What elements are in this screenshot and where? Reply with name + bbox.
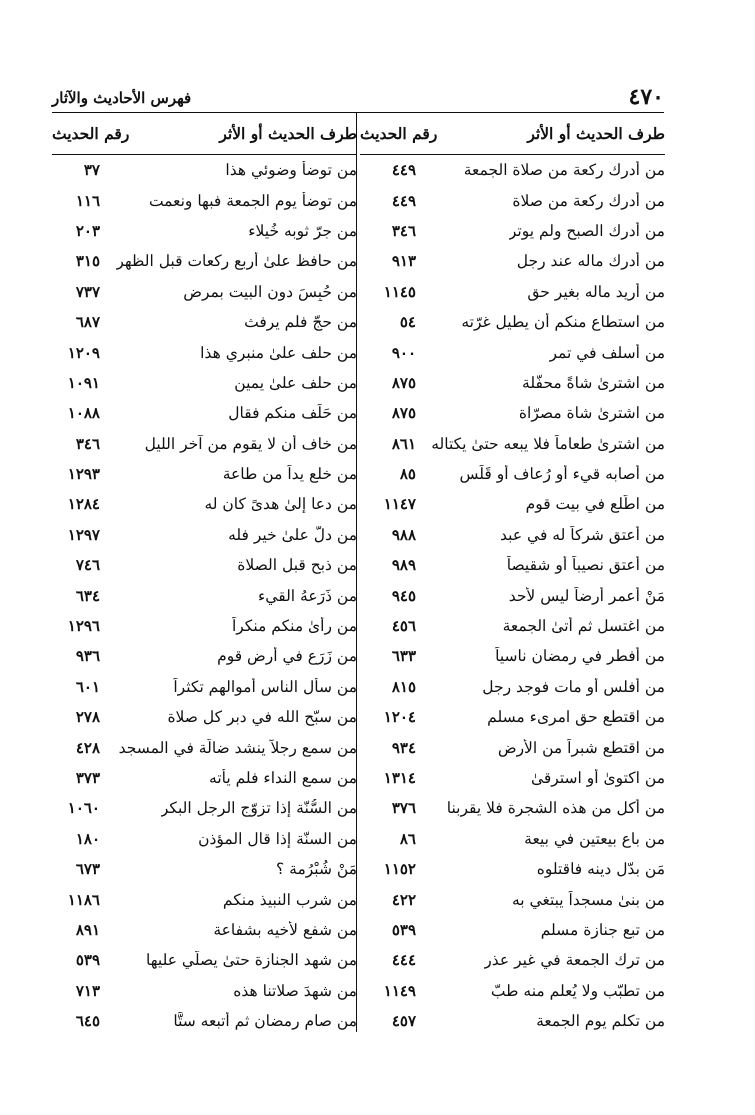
hadith-number: ٩٨٩ [391, 556, 416, 575]
hadith-number: ٣٤٦ [75, 434, 100, 453]
hadith-number: ٨٥ [399, 465, 416, 484]
hadith-number: ٢٠٣ [75, 221, 100, 240]
hadith-text: من حَلَف منكم فقال [228, 404, 357, 423]
index-entry [52, 155, 357, 185]
hadith-number: ٦٨٧ [75, 313, 100, 332]
hadith-number: ٦٤٥ [75, 1012, 100, 1031]
index-entry [360, 216, 665, 246]
index-entry [360, 429, 665, 459]
hadith-text: مَنْ شُبْرُمة ؟ [275, 860, 357, 879]
hadith-text: من أدرك ركعة من صلاة [512, 191, 665, 210]
index-entry [360, 1006, 665, 1036]
index-entry [360, 398, 665, 428]
hadith-number: ٧٣٧ [75, 282, 100, 301]
index-entry [360, 155, 665, 185]
hadith-number: ٣٧٦ [391, 799, 416, 818]
index-entry [52, 550, 357, 580]
hadith-text: من أسلف في تمر [549, 343, 665, 362]
hadith-text: من أفطر في رمضان ناسياً [495, 647, 665, 666]
hadith-text: من توضأ وضوئي هذا [225, 161, 357, 180]
hadith-text: من باع بيعتين في بيعة [524, 829, 665, 848]
index-entry [52, 429, 357, 459]
running-title: فهرس الأحاديث والآثار [52, 89, 192, 107]
hadith-text: من سمع رجلاً ينشد ضالّة في المسجد [118, 738, 357, 757]
hadith-number: ١٢٩٧ [67, 525, 100, 544]
index-entry [52, 884, 357, 914]
column-header-text: طرف الحديث أو الأثر [219, 123, 357, 143]
column-header-number: رقم الحديث [360, 123, 438, 143]
hadith-text: مَنْ أعمر أرضاً ليس لأحد [508, 586, 665, 605]
hadith-number: ٨٩١ [75, 920, 100, 939]
index-entry [52, 368, 357, 398]
hadith-text: من أفلس أو مات فوجد رجل [482, 677, 665, 696]
hadith-number: ١١٦ [75, 191, 100, 210]
hadith-number: ٣٤٦ [391, 221, 416, 240]
hadith-number: ١٠٨٨ [67, 404, 100, 423]
hadith-text: من أعتق شركاً له في عبد [500, 525, 665, 544]
index-entry [52, 915, 357, 945]
index-rows [52, 155, 357, 1036]
index-entry [360, 824, 665, 854]
index-entry [360, 489, 665, 519]
hadith-number: ٤٤٩ [391, 191, 416, 210]
index-entry [52, 824, 357, 854]
index-entry [52, 641, 357, 671]
hadith-text: من دلّ علىٰ خير فله [228, 525, 357, 544]
hadith-text: من أكل من هذه الشجرة فلا يقربنا [446, 799, 665, 818]
hadith-number: ٩٣٦ [75, 647, 100, 666]
index-entry [360, 277, 665, 307]
hadith-text: من حلف علىٰ منبري هذا [200, 343, 357, 362]
hadith-number: ١٢٠٩ [67, 343, 100, 362]
column-header-text: طرف الحديث أو الأثر [527, 123, 665, 143]
hadith-text: من استطاع منكم أن يطيل غرّته [461, 313, 665, 332]
hadith-text: من اشترىٰ شاة مصرّاة [518, 404, 665, 423]
index-entry [52, 945, 357, 975]
hadith-text: من بنىٰ مسجداً يبتغي به [512, 890, 665, 909]
hadith-text: من حافظ علىٰ أربع ركعات قبل الظهر [116, 252, 357, 271]
index-entry [52, 398, 357, 428]
hadith-text: من صام رمضان ثم أتبعه ستًّا [173, 1012, 357, 1031]
hadith-text: من أعتق نصيباً أو شقيصاً [506, 556, 665, 575]
index-entry [360, 702, 665, 732]
hadith-text: من ترك الجمعة في غير عذر [484, 951, 665, 970]
hadith-text: من دعا إلىٰ هدىً كان له [204, 495, 357, 514]
column-header-number: رقم الحديث [52, 123, 130, 143]
hadith-number: ١١٤٩ [383, 981, 416, 1000]
hadith-number: ١١٤٥ [383, 282, 416, 301]
hadith-text: من تكلم يوم الجمعة [536, 1012, 665, 1031]
hadith-number: ١٢٨٤ [67, 495, 100, 514]
index-entry [52, 976, 357, 1006]
hadith-text: من تبع جنازة مسلم [540, 920, 665, 939]
hadith-text: من اطّلع في بيت قوم [525, 495, 665, 514]
hadith-text: من اقتطع شبراً من الأرض [497, 738, 665, 757]
hadith-number: ١٢٩٣ [67, 465, 100, 484]
hadith-text: من السُّنّة إذا تزوّج الرجل البكر [160, 799, 357, 818]
index-entry [360, 763, 665, 793]
hadith-number: ٤٢٨ [75, 738, 100, 757]
hadith-text: من سمع النداء فلم يأته [209, 769, 357, 787]
column-header [360, 112, 665, 155]
hadith-text: من اقتطع حق امرىء مسلم [487, 708, 665, 727]
index-entry [360, 945, 665, 975]
index-entry [360, 550, 665, 580]
hadith-number: ١١٨٦ [67, 890, 100, 909]
hadith-text: من تطبّب ولا يُعلم منه طبّ [490, 981, 665, 1000]
index-entry [52, 489, 357, 519]
hadith-text: من شفع لأخيه بشفاعة [213, 920, 357, 939]
index-entry [52, 672, 357, 702]
index-entry [52, 702, 357, 732]
hadith-number: ١١٥٢ [383, 860, 416, 879]
index-entry [52, 611, 357, 641]
hadith-text: من ذبح قبل الصلاة [237, 556, 357, 575]
hadith-text: من جرّ ثوبه خُيلاء [248, 221, 357, 240]
index-entry [52, 459, 357, 489]
hadith-text: من السنّة إذا قال المؤذن [198, 829, 357, 848]
hadith-text: مَن بدّل دينه فاقتلوه [536, 860, 665, 879]
hadith-number: ٤٤٤ [391, 951, 416, 970]
hadith-number: ٩٨٨ [391, 525, 416, 544]
hadith-number: ١٢٠٤ [383, 708, 416, 727]
hadith-number: ٣٧ [83, 161, 100, 180]
hadith-text: من اغتسل ثم أتىٰ الجمعة [502, 617, 665, 636]
index-entry [52, 246, 357, 276]
hadith-number: ٥٣٩ [391, 920, 416, 939]
hadith-number: ٦٧٣ [75, 860, 100, 879]
index-entry [52, 337, 357, 367]
index-entry [360, 672, 665, 702]
hadith-number: ٨٦١ [391, 434, 416, 453]
hadith-number: ١٨٠ [75, 829, 100, 848]
hadith-text: من اشترىٰ شاةً محفّلة [522, 373, 665, 392]
hadith-text: من توضأ يوم الجمعة فبها ونعمت [148, 191, 357, 210]
index-entry [360, 307, 665, 337]
hadith-number: ١٢٩٦ [67, 617, 100, 636]
index-entry [360, 732, 665, 762]
hadith-number: ٦٣٤ [75, 586, 100, 605]
hadith-text: من أدرك ماله عند رجل [516, 252, 665, 271]
hadith-text: من شهدَ صلاتنا هذه [233, 981, 357, 1000]
hadith-text: من أريد ماله بغير حق [527, 282, 665, 301]
hadith-number: ٣٧٣ [75, 769, 100, 787]
index-entry [360, 611, 665, 641]
hadith-number: ٦٠١ [75, 677, 100, 696]
index-entry [360, 854, 665, 884]
hadith-number: ٩٠٠ [391, 343, 416, 362]
hadith-text: من رأىٰ منكم منكراً [231, 617, 357, 636]
index-entry [52, 216, 357, 246]
hadith-text: من خلع يداً من طاعة [222, 465, 357, 484]
index-entry [360, 520, 665, 550]
index-entry [52, 763, 357, 793]
index-entry [360, 185, 665, 215]
index-rows [360, 155, 665, 1036]
index-entry [360, 641, 665, 671]
hadith-text: من أصابه قيء أو رُعاف أو قَلَس [459, 465, 665, 484]
index-entry [360, 368, 665, 398]
index-entry [52, 732, 357, 762]
hadith-text: من شهد الجنازة حتىٰ يصلّي عليها [146, 951, 357, 970]
page-header [52, 82, 664, 113]
hadith-text: من أدرك الصبح ولم يوتر [508, 221, 665, 240]
hadith-text: من اشترىٰ طعاماً فلا يبعه حتىٰ يكتاله [431, 434, 665, 453]
hadith-number: ٣١٥ [75, 252, 100, 271]
hadith-number: ٤٤٩ [391, 161, 416, 180]
hadith-number: ٧٤٦ [75, 556, 100, 575]
hadith-text: من شرب النبيذ منكم [222, 890, 357, 909]
index-entry [52, 1006, 357, 1036]
index-entry [52, 854, 357, 884]
hadith-text: من سأل الناس أموالهم تكثراً [173, 677, 357, 696]
hadith-text: من خاف أن لا يقوم من آخر الليل [144, 434, 357, 453]
hadith-text: من اكتوىٰ أو استرقىٰ [530, 769, 665, 787]
hadith-number: ٨٦ [399, 829, 416, 848]
hadith-number: ١٣١٤ [383, 769, 416, 787]
index-entry [52, 277, 357, 307]
index-entry [360, 580, 665, 610]
hadith-number: ٧١٣ [75, 981, 100, 1000]
hadith-number: ٨٧٥ [391, 373, 416, 392]
hadith-number: ٩١٣ [391, 252, 416, 271]
index-entry [52, 307, 357, 337]
hadith-number: ٤٢٢ [391, 890, 416, 909]
hadith-number: ١٠٦٠ [67, 799, 100, 818]
hadith-number: ٤٥٦ [391, 617, 416, 636]
hadith-text: من سبّح الله في دبر كل صلاة [167, 708, 357, 727]
index-column-left [52, 112, 357, 1036]
index-entry [52, 520, 357, 550]
hadith-number: ٦٣٣ [391, 647, 416, 666]
index-entry [360, 793, 665, 823]
hadith-number: ٥٣٩ [75, 951, 100, 970]
column-header [52, 112, 357, 155]
index-entry [360, 337, 665, 367]
hadith-number: ٢٧٨ [75, 708, 100, 727]
index-entry [360, 976, 665, 1006]
page-number: ٤٧٠ [628, 84, 664, 110]
hadith-text: من زَرَع في أرض قوم [217, 647, 357, 666]
hadith-number: ٤٥٧ [391, 1012, 416, 1031]
hadith-text: من ذَرَعهُ القيء [258, 586, 357, 605]
hadith-number: ١٠٩١ [67, 373, 100, 392]
index-entry [360, 459, 665, 489]
hadith-number: ٩٤٥ [391, 586, 416, 605]
hadith-number: ٩٣٤ [391, 738, 416, 757]
hadith-text: من أدرك ركعة من صلاة الجمعة [463, 161, 665, 180]
index-entry [360, 246, 665, 276]
index-entry [360, 915, 665, 945]
hadith-number: ٨٧٥ [391, 404, 416, 423]
hadith-number: ١١٤٧ [383, 495, 416, 514]
hadith-text: من حُبِسَ دون البيت بمرض [183, 282, 357, 301]
index-entry [52, 793, 357, 823]
hadith-number: ٥٤ [399, 313, 416, 332]
hadith-number: ٨١٥ [391, 677, 416, 696]
index-entry [52, 580, 357, 610]
hadith-text: من حجّ فلم يرفث [244, 313, 357, 332]
hadith-text: من حلف علىٰ يمين [234, 373, 357, 392]
index-entry [52, 185, 357, 215]
index-entry [360, 884, 665, 914]
index-column-right [360, 112, 665, 1036]
